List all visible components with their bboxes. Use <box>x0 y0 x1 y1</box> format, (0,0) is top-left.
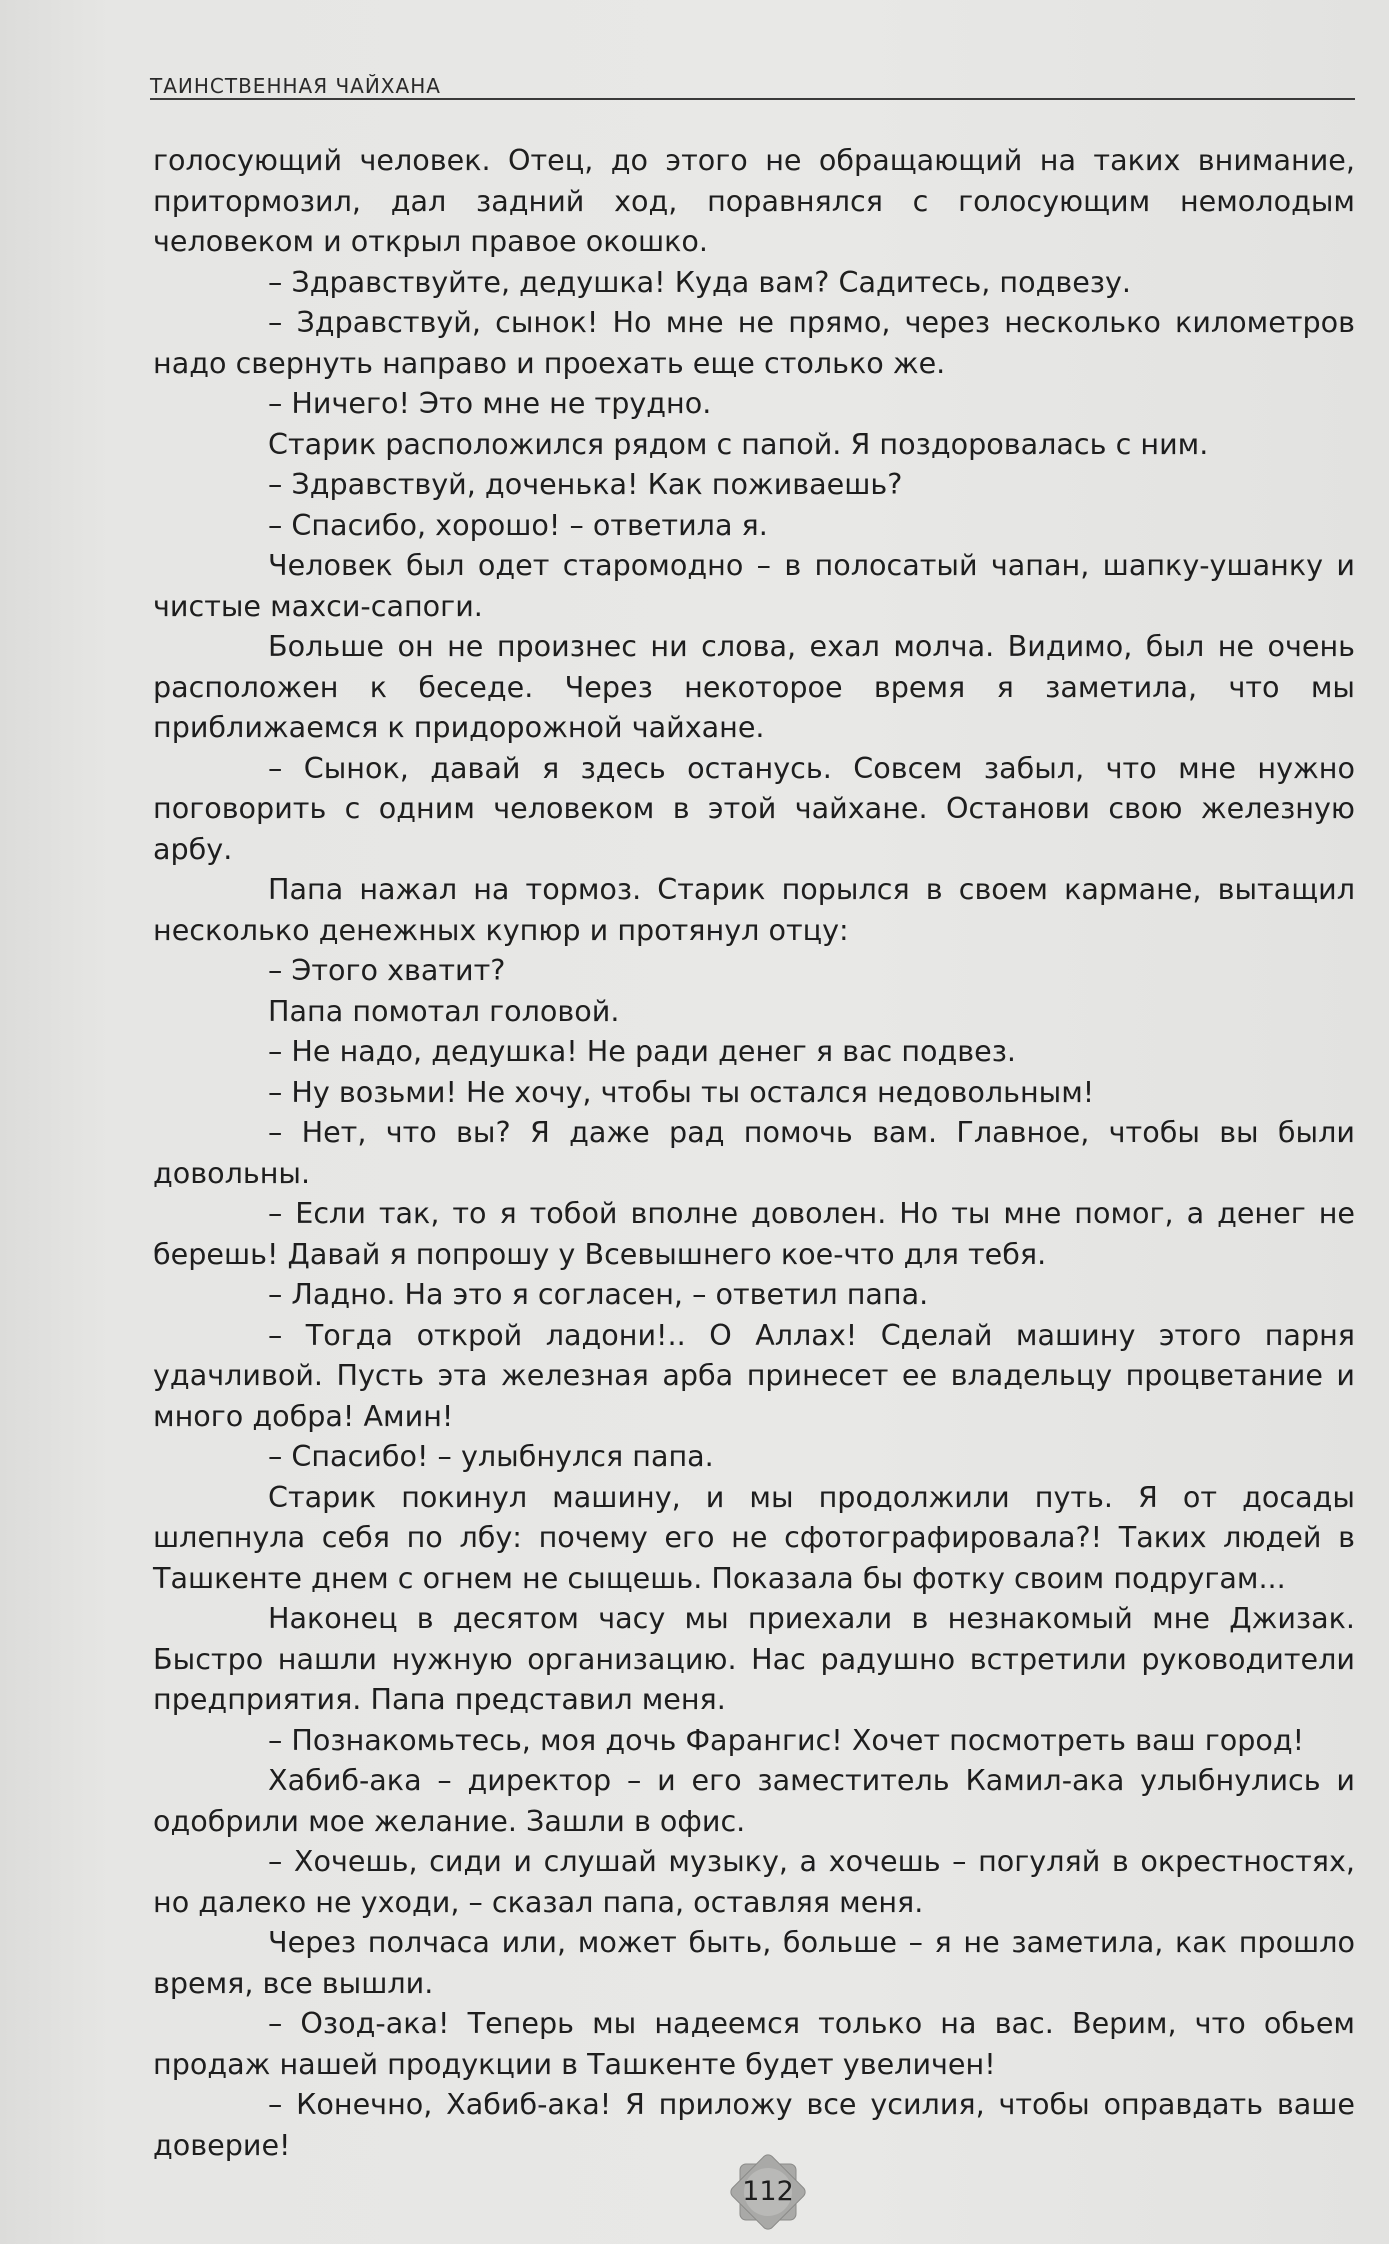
paragraph: – Конечно, Хабиб-ака! Я приложу все усилия, чтобы оправдать ваше доверие! <box>153 2087 1355 2162</box>
paragraph: Больше он не произнес ни слова, ехал молча. Видимо, был не очень расположен к беседе. Через некоторое время я заметила, что мы приближаемся к придорожной чайхане. <box>153 629 1355 744</box>
paragraph: Папа помотал головой. <box>268 993 620 1028</box>
paragraph: – Здравствуй, доченька! Как поживаешь? <box>268 467 903 501</box>
paragraph: – Здравствуйте, дедушка! Куда вам? Садитесь, подвезу. <box>268 264 1132 299</box>
page-number: 112 <box>742 2176 794 2207</box>
paragraph: – Нет, что вы? Я даже рад помочь вам. Главное, чтобы вы были довольны. <box>153 1115 1355 1190</box>
paragraph: – Спасибо, хорошо! – ответила я. <box>268 507 768 542</box>
paragraph: – Познакомьтесь, моя дочь Фарангис! Хочет посмотреть ваш город! <box>268 1722 1305 1757</box>
paragraph: – Спасибо! – улыбнулся папа. <box>268 1439 714 1473</box>
paragraph: Старик покинул машину, и мы продолжили путь. Я от досады шлепнула себя по лбу: почему его не сфотографировала?! Таких людей в Ташкенте днем с огнем не сыщешь. Показала бы фотку своим подругам... <box>153 1479 1355 1595</box>
paragraph: – Ладно. На это я согласен, – ответил папа. <box>268 1277 929 1311</box>
paragraph: – Этого хватит? <box>268 953 506 987</box>
paragraph: – Ничего! Это мне не трудно. <box>268 386 712 420</box>
paragraph: Наконец в десятом часу мы приехали в незнакомый мне Джизак. Быстро нашли нужную организацию. Нас радушно встретили руководители предприятия. Папа представил меня. <box>153 1601 1355 1716</box>
paragraph: – Сынок, давай я здесь останусь. Совсем забыл, что мне нужно поговорить с одним человеком в этой чайхане. Останови свою железную арбу. <box>153 750 1355 866</box>
running-header: ТАИНСТВЕННАЯ ЧАЙХАНА <box>150 74 441 98</box>
paragraph: – Ну возьми! Не хочу, чтобы ты остался недовольным! <box>268 1074 1095 1109</box>
paragraph: Папа нажал на тормоз. Старик порылся в своем кармане, вытащил несколько денежных купюр и протянул отцу: <box>153 872 1355 947</box>
paragraph: Хабиб-ака – директор – и его заместитель Камил-ака улыбнулись и одобрили мое желание. Зашли в офис. <box>153 1763 1355 1838</box>
paragraph: – Если так, то я тобой вполне доволен. Но ты мне помог, а денег не берешь! Давай я попрошу у Всевышнего кое-что для тебя. <box>153 1196 1355 1271</box>
body-text <box>153 140 1355 2165</box>
paragraph: голосующий человек. Отец, до этого не обращающий на таких внимание, притормозил, дал задний ход, поравнялся с голосующим немолодым человеком и открыл правое окошко. <box>153 143 1355 258</box>
paragraph: – Озод-ака! Теперь мы надеемся только на вас. Верим, что обьем продаж нашей продукции в Ташкенте будет увеличен! <box>153 2006 1355 2081</box>
paragraph: – Не надо, дедушка! Не ради денег я вас подвез. <box>268 1034 1017 1068</box>
paragraph: – Здравствуй, сынок! Но мне не прямо, через несколько километров надо свернуть направо и проехать еще столько же. <box>153 305 1355 380</box>
paragraph: Человек был одет старомодно – в полосатый чапан, шапку-ушанку и чистые махси-сапоги. <box>153 548 1355 623</box>
paragraph: Через полчаса или, может быть, больше – я не заметила, как прошло время, все вышли. <box>153 1925 1355 2000</box>
header-rule <box>150 98 1355 100</box>
page-number-badge <box>727 2151 809 2233</box>
paragraph: – Тогда открой ладони!.. О Аллах! Сделай машину этого парня удачливой. Пусть эта железная арба принесет ее владельцу процветание и много добра! Амин! <box>153 1317 1355 1433</box>
paragraph: Старик расположился рядом с папой. Я поздоровалась с ним. <box>268 426 1209 461</box>
paragraph: – Хочешь, сиди и слушай музыку, а хочешь – погуляй в окрестностях, но далеко не уходи, – сказал папа, оставляя меня. <box>153 1844 1355 1919</box>
